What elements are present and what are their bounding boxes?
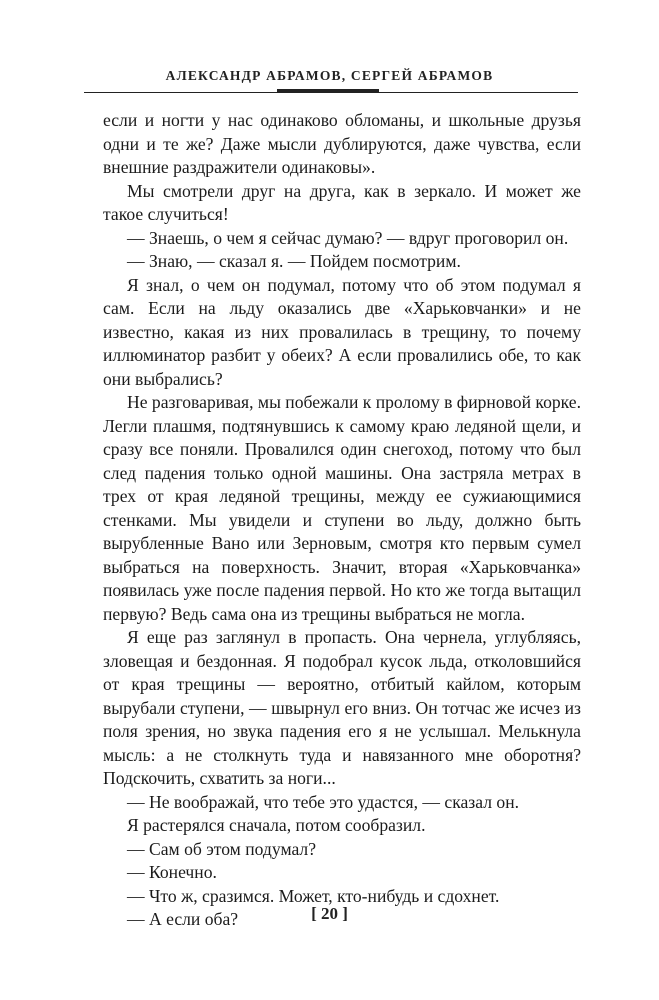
paragraph: Я знал, о чем он подумал, потому что об этом подумал я сам. Если на льду оказались две «Харьковчанки» и не известно, какая из них провалилась в трещину, то почему иллюминатор разбит у обеих? А если провалились обе, то как они выбрались? [103,274,581,389]
paragraph: Мы смотрели друг на друга, как в зеркало. И может же такое случиться! [103,180,581,224]
body-text [103,109,581,932]
dialogue-line: — А если оба? [127,909,239,929]
paragraph: Я растерялся сначала, потом сообразил. [127,815,426,835]
dialogue-line: — Конечно. [127,862,217,882]
page-number: [ 20 ] [311,904,348,923]
dialogue-line: — Не воображай, что тебе это удастся, — сказал он. [127,791,520,812]
paragraph: Не разговаривая, мы побежали к пролому в фирновой корке. Легли плашмя, подтянувшись к самому краю ледяной щели, и сразу все поняли. Провалился один снегоход, потому что был след падения только одной машины. Она застряла метрах в трех от края ледяной трещины, между ее сужиающимися стенками. Мы увидели и ступени во льду, должно быть вырубленные Вано или Зерновым, смотря кто первым сумел выбраться на поверхность. Значит, вторая «Харьковчанка» появилась уже после падения первой. Но кто же тогда вытащил первую? Ведь сама она из трещины выбраться не могла. [103,392,581,624]
dialogue-line: — Знаешь, о чем я сейчас думаю? — вдруг проговорил он. [127,227,569,248]
header-rule-mark [277,89,379,93]
running-head: АЛЕКСАНДР АБРАМОВ, СЕРГЕЙ АБРАМОВ [165,68,494,83]
paragraph: Я еще раз заглянул в пропасть. Она чернела, углубляясь, зловещая и бездонная. Я подобрал кусок льда, отколовшийся от края трещины — вероятно, отбитый кайлом, которым вырубали ступени, — швырнул его вниз. Он тотчас же исчез из поля зрения, но звука падения его я не услышал. Мелькнула мысль: а не столкнуть туда и навязанного мне оборотня? Подскочить, схватить за ноги... [103,627,581,788]
dialogue-line: — Сам об этом подумал? [127,838,317,859]
paragraph-continuation: если и ногти у нас одинаково обломаны, и школьные друзья одни и те же? Даже мысли дублируются, даже чувства, если внешние раздражители одинаковы». [103,110,581,177]
dialogue-line: — Что ж, сразимся. Может, кто-нибудь и сдохнет. [127,885,500,906]
dialogue-line: — Знаю, — сказал я. — Пойдем посмотрим. [127,251,461,271]
